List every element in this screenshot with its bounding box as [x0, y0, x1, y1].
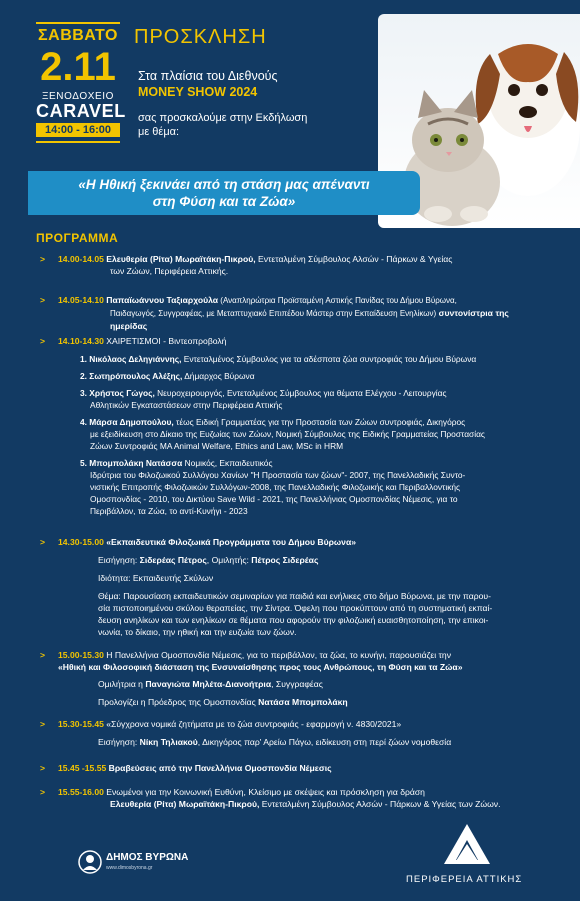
greeting-desc: Νευροχειρουργός, Εντεταλμένος Σύμβουλος για θέματα Ελέγχου - Λειτουργίας	[154, 388, 447, 398]
greeting-item	[80, 370, 545, 382]
session-title: «Σύγχρονα νομικά ζητήματα με το ζώα συντροφιάς - εφαρμογή ν. 4830/2021»	[103, 719, 402, 729]
event-hotel: CARAVEL	[36, 101, 126, 121]
speaker-desc: Εντεταλμένη Σύμβουλος Αλσών - Πάρκων & Υγείας	[255, 254, 453, 264]
detail-label: Ομιλήτρια η	[98, 679, 146, 689]
event-date-block	[36, 22, 126, 143]
greeting-desc-3: Ζώων Συντροφιάς MA Animal Welfare, Ethics and Law, MSc in HRM	[90, 441, 344, 451]
arrow-icon: >	[40, 336, 46, 346]
municipality-url: www.dimosbyrona.gr	[106, 865, 153, 871]
greeting-desc-4: Ομοσπονδίας - 2010, του Δικτύου Save Wild - 2021, της Πανελλήνιας Ομοσπονδίας Νέμεσις, για το	[90, 494, 458, 504]
arrow-icon: >	[40, 763, 46, 773]
session-details	[98, 736, 545, 748]
event-date: 2.11	[40, 45, 116, 89]
arrow-icon: >	[40, 537, 46, 547]
invite-sub-line-2: με θέμα:	[138, 126, 180, 138]
municipality-seal-icon	[78, 850, 102, 874]
greeting-desc: Δήμαρχος Βύρωνα	[182, 371, 255, 381]
greeting-name: 3. Χρήστος Γώγος,	[80, 388, 155, 398]
context-line: Στα πλαίσια του Διεθνούς	[138, 69, 278, 83]
detail-line: δευση ανηλίκων και των ενηλίκων σε θέματα που αφορούν την φιλοζωική ευαισθητοποίηση, την επικοι-	[98, 615, 489, 625]
event-venue-type: ΞΕΝΟΔΟΧΕΙΟ	[41, 91, 115, 102]
detail-label: Εισήγηση:	[98, 555, 140, 565]
greeting-item	[80, 457, 545, 517]
program-item	[40, 335, 545, 347]
session-time: 14.05-14.10	[58, 295, 104, 305]
detail-line: σία πιστοποιημένου σκύλου θεραπείας, την Σίντρα. Όφελη που προκύπτουν από τη συστηματική εκπαί-	[98, 603, 493, 613]
detail-label: , Ομιλητής:	[206, 555, 252, 565]
arrow-icon: >	[40, 254, 46, 264]
session-title: ΧΑΙΡΕΤΙΣΜΟΙ	[103, 336, 161, 346]
greeting-desc: τέως Ειδική Γραμματέας για την Προστασία των Ζώων συντροφιάς, Δικηγόρος	[173, 417, 466, 427]
greeting-desc-2: Αθλητικών Εγκαταστάσεων στην Περιφέρεια Αττικής	[90, 400, 283, 410]
greeting-name: 4. Μάρσα Δημοπούλου,	[80, 417, 174, 427]
greeting-name: 2. Σωτηρόπουλος Αλέξης,	[80, 371, 183, 381]
greeting-item	[80, 387, 545, 411]
invite-title: ΠΡΟΣΚΛΗΣΗ	[134, 26, 267, 48]
session-title: «Ηθική και Φιλοσοφική διάσταση της Ενσυναίσθησης προς τους Ανθρώπους, τη Φύση και τα Ζώα»	[58, 662, 463, 672]
program-title: ΠΡΟΓΡΑΜΜΑ	[36, 231, 119, 245]
greeting-name: 5. Μπομπολάκη Νατάσσα	[80, 458, 183, 468]
speaker-desc: Εντεταλμένη Σύμβουλος Αλσών - Πάρκων & Υγείας των Ζώων.	[259, 799, 501, 809]
program-item	[40, 649, 545, 708]
speaker-desc-2: των Ζώων, Περιφέρεια Αττικής.	[110, 266, 229, 276]
event-name: MONEY SHOW 2024	[138, 85, 258, 99]
municipality-name: ΔΗΜΟΣ ΒΥΡΩΝΑ	[106, 852, 189, 863]
session-time: 14.30-15.00	[58, 537, 104, 547]
detail-line: Θέμα: Παρουσίαση εκπαιδευτικών σεμιναρίων για παιδιά και ενήλικες στο δήμο Βύρωνα, με την παρου-	[98, 591, 491, 601]
event-time: 14:00 - 16:00	[36, 123, 120, 137]
program-item	[40, 762, 545, 774]
theme-line-2: στη Φύση και τα Ζώα»	[152, 194, 296, 209]
greeting-desc-3: νιστικής Επιτροπής Φιλοζωικών Συλλόγων-2008, της Πανελλαδικής Φιλοζωικής και Περιβαλλοντικής	[90, 482, 461, 492]
session-title: Βραβεύσεις από την Πανελλήνια Ομοσπονδία Νέμεσις	[106, 763, 332, 773]
detail-speaker: Πέτρος Σιδερέας	[251, 555, 319, 565]
invite-context	[138, 68, 338, 100]
session-time: 15.30-15.45	[58, 719, 104, 729]
theme-line-1: «Η Ηθική ξεκινάει από τη στάση μας απέναντι	[78, 177, 370, 192]
detail-line: νωνία, το δίκαιο, την ηθική και την ευζωία των ζώων.	[98, 627, 297, 637]
arrow-icon: >	[40, 719, 46, 729]
detail-line: Ιδιότητα: Εκπαιδευτής Σκύλων	[98, 573, 214, 583]
greeting-item	[80, 353, 545, 365]
session-time: 14.10-14.30	[58, 336, 104, 346]
detail-label: Προλογίζει η Πρόεδρος της Ομοσπονδίας	[98, 697, 259, 707]
detail-speaker: Νατάσα Μπομπολάκη	[258, 697, 348, 707]
arrow-icon: >	[40, 295, 46, 305]
speaker-desc: (Αναπληρώτρια Προϊσταμένη Αστικής Πανίδας του Δήμου Βύρωνα,	[218, 296, 457, 305]
arrow-icon: >	[40, 787, 46, 797]
greetings-list	[40, 353, 545, 517]
greeting-name: 1. Νικόλαος Δεληγιάννης,	[80, 354, 182, 364]
program-item	[40, 294, 545, 333]
region-triangle-logo-icon	[442, 822, 492, 866]
perifereia-attikis-logo	[398, 822, 538, 892]
detail-speaker: Σιδερέας Πέτρος	[139, 555, 207, 565]
session-title: «Εκπαιδευτικά Φιλοζωικά Προγράμματα του Δήμου Βύρωνα»	[103, 537, 357, 547]
greeting-item	[80, 416, 545, 452]
session-time: 15.45 -15.55	[58, 763, 107, 773]
arrow-icon: >	[40, 650, 46, 660]
program-item	[40, 253, 545, 277]
speaker-role: συντονίστρια της ημερίδας	[110, 308, 509, 331]
program-item	[40, 718, 545, 748]
speaker-desc-2: Παιδαγωγός, Συγγραφέας, με Μεταπτυχιακό Επιπέδου Μάστερ στην Εκπαίδευση Ενηλίκων)	[110, 309, 437, 318]
dimos-vyrona-logo	[78, 850, 198, 876]
greeting-desc-5: Περιβάλλον, τα Ζώα, το αντί-Κυνήγι - 2023	[90, 506, 248, 516]
detail-speaker: Παναγιώτα Μηλέτα-Διανοήτρια	[145, 679, 272, 689]
detail-label: , Συγγραφέας	[271, 679, 323, 689]
session-desc: Ενωμένοι για την Κοινωνική Ευθύνη, Κλείσιμο με σκέψεις και πρόσκληση για δράση	[103, 787, 425, 797]
detail-speaker: Νίκη Τηλιακού	[139, 737, 198, 747]
session-details	[98, 554, 545, 638]
session-time: 14.00-14.05	[58, 254, 104, 264]
event-day: ΣΑΒΒΑΤΟ	[38, 27, 118, 44]
detail-label: , Δικηγόρος παρ' Αρείω Πάγω, ειδίκευση στη περί ζώων νομοθεσία	[197, 737, 452, 747]
session-time: 15.55-16.00	[58, 787, 104, 797]
session-note: - Βιντεοπροβολή	[160, 336, 227, 346]
invite-sub-line-1: σας προσκαλούμε στην Εκδήλωση	[138, 112, 308, 124]
program-item	[40, 786, 545, 810]
program-item	[40, 536, 545, 638]
greeting-desc-2: με εξειδίκευση στο Δίκαιο της Ευζωίας των Ζώων, Νομική Σύμβουλος της Ειδικής Γραμματείας Προστασίας	[90, 429, 485, 439]
speaker-name: Ελευθερία (Ρίτα) Μωραϊτάκη-Πικρού,	[106, 254, 256, 264]
greeting-desc: Νομικός, Εκπαιδευτικός	[182, 458, 273, 468]
session-desc: Η Πανελλήνια Ομοσπονδία Νέμεσις, για το περιβάλλον, τα ζώα, το κυνήγι, παρουσιάζει την	[103, 650, 451, 660]
detail-label: Εισήγηση:	[98, 737, 140, 747]
session-details	[98, 678, 545, 708]
speaker-name: Παπαϊωάννου Ταξιαρχούλα	[106, 295, 219, 305]
event-theme-banner	[28, 171, 420, 215]
invite-subtext	[138, 111, 358, 139]
greeting-desc-2: Ιδρύτρια του Φιλοζωικού Συλλόγου Χανίων "Η Προστασία των ζώων"- 2007, της Πανελλαδικής Συντο-	[90, 470, 466, 480]
session-time: 15.00-15.30	[58, 650, 104, 660]
greeting-desc: Εντεταλμένος Σύμβουλος για τα αδέσποτα ζώα συντροφιάς του Δήμου Βύρωνα	[181, 354, 477, 364]
region-name: ΠΕΡΙΦΕΡΕΙΑ ΑΤΤΙΚΗΣ	[406, 874, 523, 885]
speaker-name: Ελευθερία (Ρίτα) Μωραϊτάκη-Πικρού,	[110, 799, 260, 809]
